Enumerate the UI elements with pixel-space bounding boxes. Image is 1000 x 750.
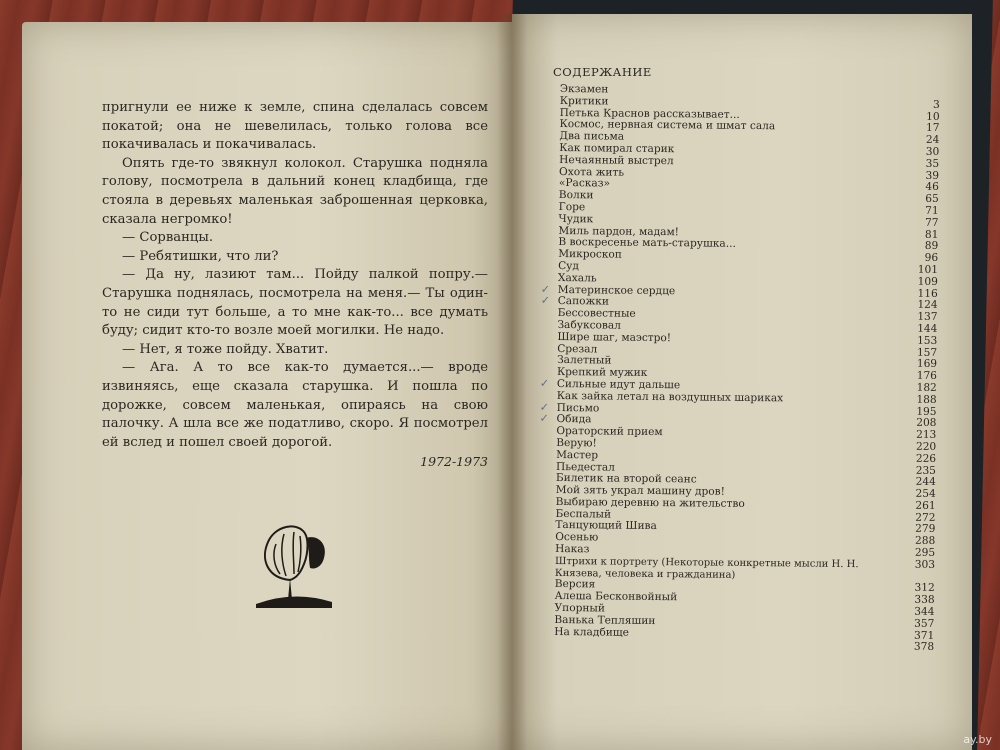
toc-entry-page: 244 (915, 476, 936, 489)
toc-entry-page: 3 (932, 98, 940, 111)
toc-entry-page: 288 (914, 535, 936, 548)
toc-entry-page: 213 (916, 428, 937, 442)
toc-entry-page: 35 (925, 157, 940, 170)
toc-entry-title: Горе (558, 200, 586, 214)
toc-entry-page: 188 (916, 393, 937, 406)
toc-entry-title: «Расказ» (558, 177, 611, 190)
toc-entry-page: 144 (917, 322, 938, 335)
toc-entry-page: 295 (914, 546, 936, 560)
toc-entry-title: Пьедестал (555, 460, 615, 474)
toc-entry-page: 357 (914, 617, 935, 630)
toc-entry-title: Нечаянный выстрел (559, 153, 674, 167)
toc-entry-title: Хахаль (557, 271, 597, 285)
paragraph-6: — Нет, я тоже пойду. Хватит. (122, 341, 329, 357)
toc-entry-page: 137 (917, 310, 938, 324)
toc-entry-title: Ванька Тепляшин (554, 613, 656, 627)
toc-entry-page: 226 (915, 452, 937, 465)
checkmark-icon: ✓ (539, 376, 550, 390)
toc-entry-title: Залетный (557, 354, 612, 367)
toc-entry-title: Обида (556, 413, 592, 426)
checkmark-icon: ✓ (539, 412, 549, 426)
toc-entry-title: Беспалый (555, 507, 612, 521)
toc-entry-title: Сильные идут дальше (556, 377, 681, 392)
toc-entry-page: 17 (926, 122, 940, 135)
toc-entry-title: Петька Краснов рассказывает... (559, 106, 740, 121)
toc-entry-title: Танцующий Шива (555, 519, 657, 533)
toc-entry-title: Крепкий мужик (556, 366, 648, 380)
toc-entry-title: Суд (558, 259, 580, 273)
toc-entry-page: 371 (913, 629, 935, 642)
toc-entry-title: Выбираю деревню на жительство (555, 495, 745, 510)
toc-entry-page: 303 (914, 558, 936, 571)
toc-entry-title: Бессовестные (557, 307, 636, 320)
tree-vignette-icon (254, 520, 336, 610)
toc-entry-title: Ораторский прием (556, 425, 663, 439)
checkmark-icon: ✓ (540, 282, 551, 296)
toc-entry-title: Мастер (556, 448, 599, 462)
book-gutter (497, 14, 527, 750)
toc-entry-page: 220 (915, 440, 937, 453)
paragraph-2: Опять где-то звякнул колокол. Старушка подняла голову, посмотрела в дальний конец кладбища, где стояла в деревьях маленькая заброшенная церковка, сказала негромко! (102, 155, 488, 227)
toc-entry-page: 116 (917, 287, 938, 300)
toc-entry-page: 101 (917, 263, 939, 276)
toc-entry-title: Космос, нервная система и шмат сала (559, 118, 776, 133)
toc-entry-page: 279 (915, 523, 936, 536)
toc-entry-page: 46 (925, 181, 940, 194)
toc-entry-title: Как помирал старик (559, 141, 675, 156)
toc-entry-title: Срезал (557, 342, 598, 355)
toc-entry-page: 81 (924, 228, 939, 241)
toc-entry-page: 169 (916, 358, 938, 371)
story-text (102, 99, 488, 472)
toc-entry-title: Письмо (556, 401, 600, 414)
toc-entry-page: 344 (914, 605, 935, 619)
toc-entry-page: 30 (925, 145, 940, 158)
toc-entry-title: Версия (554, 578, 596, 591)
toc-entry-title: Верую! (556, 436, 597, 450)
toc-entry-page: 10 (926, 110, 940, 123)
toc-entry-page: 378 (913, 641, 935, 654)
toc-entry-title: Экзамен (559, 83, 609, 96)
toc-entry-title: Мой зять украл машину дров! (555, 484, 726, 498)
toc-entry-page: 312 (914, 582, 935, 595)
toc-entry-page: 124 (917, 299, 938, 312)
toc-entry-title: Алеша Бесконвойный (554, 590, 678, 604)
toc-heading: СОДЕРЖАНИЕ (553, 65, 652, 79)
toc-entry-page: 182 (916, 381, 937, 394)
toc-entry-page: 157 (916, 346, 938, 359)
toc-entry-page: 176 (916, 369, 938, 383)
toc-entry-title: Чудик (558, 212, 594, 226)
toc-entry-title: В воскресенье мать-старушка... (558, 236, 736, 251)
toc-entry-page: 153 (917, 334, 938, 347)
checkmark-icon: ✓ (539, 400, 549, 414)
toc-entry-title: Микроскоп (558, 248, 622, 261)
toc-entry-page: 235 (915, 464, 937, 477)
toc-entry-page: 254 (915, 487, 936, 501)
toc-entry-title: Волки (558, 189, 594, 202)
toc-entry-title: Штрихи к портрету (Некоторые конкретные мысли Н. Н. Князева, человека и гражданина) (554, 555, 859, 581)
toc-entry-title: Миль пардон, мадам! (558, 224, 680, 238)
toc-entry-page: 96 (924, 251, 939, 265)
toc-entry-page: 65 (925, 193, 939, 206)
toc-entry-page: 71 (925, 204, 939, 217)
toc-entry-title: Забуксовал (557, 318, 622, 332)
dateline: 1972-1973 (420, 454, 488, 470)
paragraph-7: — Ага. А то все как-то думается...— вроде извиняясь, еще сказала старушка. И пошла по дорожке, совсем маленькая, опираясь на свою палочку. А шла все же податливо, скоро. Я посмотрел ей вслед и пошел своей дорогой. (102, 360, 488, 450)
toc-entry-page: 272 (915, 511, 936, 524)
toc-entry-title: На кладбище (554, 625, 629, 639)
checkmark-icon: ✓ (540, 294, 551, 308)
toc-entry-title: Наказ (555, 543, 590, 556)
toc-entry-title: Упорный (554, 602, 606, 615)
toc-entry-page: 39 (925, 169, 940, 182)
watermark: ay.by (963, 733, 992, 746)
toc-entry-page: 338 (914, 594, 935, 607)
paragraph-4: — Ребятишки, что ли? (122, 248, 279, 264)
toc-entry-page: 24 (925, 134, 940, 147)
paragraph-3: — Сорванцы. (122, 230, 214, 246)
toc-entry-title: Билетик на второй сеанс (555, 472, 697, 486)
toc-entry-title: Осенью (555, 531, 599, 544)
toc-entry-page: 208 (916, 417, 937, 430)
toc-entry-page: 89 (924, 240, 939, 253)
toc-entry-title: Шире шаг, маэстро! (557, 330, 672, 344)
toc-entry-page: 77 (925, 216, 939, 229)
toc-entry-title: Два письма (559, 130, 625, 143)
toc-entry-title: Охота жить (559, 165, 625, 179)
toc-entry-page: 261 (915, 499, 936, 512)
toc-entry-title: Материнское сердце (557, 283, 676, 297)
toc-entry-title: Сапожки (557, 295, 610, 308)
left-page (22, 22, 512, 750)
toc-entry-title: Как зайка летал на воздушных шариках (556, 389, 784, 405)
toc-entry-page: 195 (916, 405, 937, 418)
table-of-contents (539, 83, 940, 654)
toc-entry-title: Критики (559, 94, 609, 108)
paragraph-1: пригнули ее ниже к земле, спина сделалась совсем покатой; она не шевелилась, только голова все покачивалась и покачивалась. (102, 100, 488, 153)
toc-entry-page: 109 (917, 275, 939, 288)
paragraph-5: — Да ну, лазиют там... Пойду палкой попру.— Старушка поднялась, посмотрела на меня.— Ты один-то не сиди тут больше, а то мне как-то... все думать буду; сидит кто-то возле моей могилки. Не надо. (102, 267, 488, 339)
